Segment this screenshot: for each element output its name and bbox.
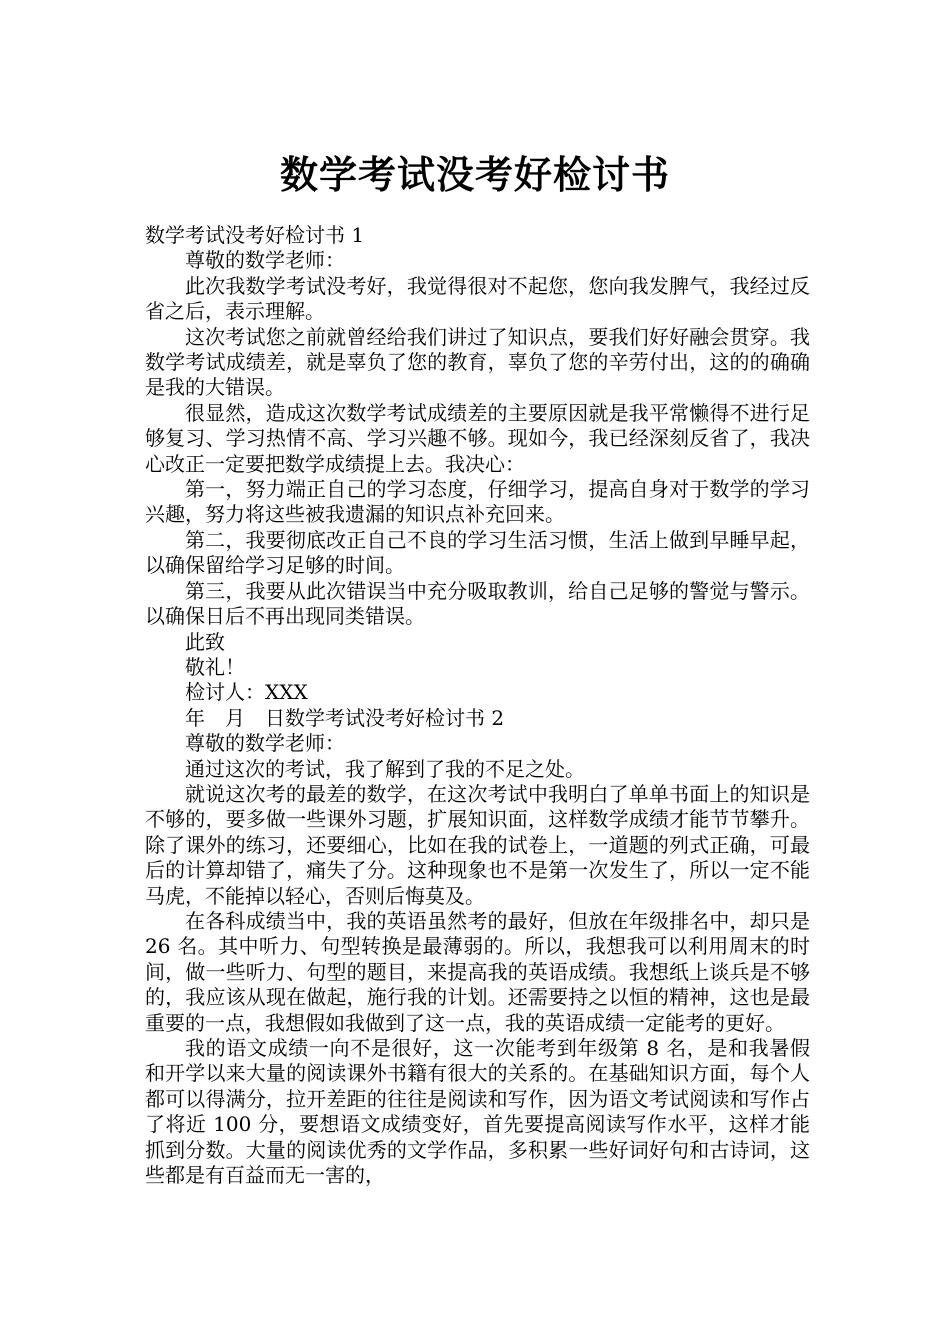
salutation: 尊敬的数学老师：: [185, 248, 345, 273]
paragraph: 我的语文成绩一向不是很好，这一次能考到年级第 8 名，是和我暑假和开学以来大量的阅读课外书籍有很大的关系的。在基础知识方面，每个人都可以得满分，拉开差距的往往是阅读和写作，因为语文考试阅读和写作占了将近 100 分，要想语文成绩变好，首先要提高阅读写作水平，这样才能抓到分数。大量的阅读优秀的文学作品，多积累一些好词好句和古诗词，这些都是有百益而无一害的，: [145, 1036, 810, 1188]
closing-line: 敬礼！: [185, 654, 245, 679]
paragraph: 在各科成绩当中，我的英语虽然考的最好，但放在年级排名中，却只是 26 名。其中听力、句型转换是最薄弱的。所以，我想我可以利用周末的时间，做一些听力、句型的题目，来提高我的英语成绩。我想纸上谈兵是不够的，我应该从现在做起，施行我的计划。还需要持之以恒的精神，这也是最重要的一点，我想假如我做到了这一点，我的英语成绩一定能考的更好。: [145, 908, 810, 1035]
salutation: 尊敬的数学老师：: [185, 731, 345, 756]
closing-line: 此致: [185, 629, 225, 654]
paragraph: 此次我数学考试没考好，我觉得很对不起您，您向我发脾气，我经过反省之后，表示理解。: [145, 273, 810, 324]
paragraph: 通过这次的考试，我了解到了我的不足之处。: [185, 756, 585, 781]
paragraph: 就说这次考的最差的数学，在这次考试中我明白了单单书面上的知识是不够的，要多做一些课外习题，扩展知识面，这样数学成绩才能节节攀升。除了课外的练习，还要细心，比如在我的试卷上，一道题的列式正确，可最后的计算却错了，痛失了分。这种现象也不是第一次发生了，所以一定不能马虎，不能掉以轻心，否则后悔莫及。: [145, 781, 810, 908]
signature-line: 检讨人：XXX: [185, 680, 308, 705]
date-and-section-heading-2: 年 月 日数学考试没考好检讨书 2: [185, 705, 505, 730]
document-body: [145, 223, 810, 1188]
paragraph: 第一，努力端正自己的学习态度，仔细学习，提高自身对于数学的学习兴趣，努力将这些被我遗漏的知识点补充回来。: [145, 477, 810, 527]
paragraph: 这次考试您之前就曾经给我们讲过了知识点，要我们好好融会贯穿。我数学考试成绩差，就是辜负了您的教育，辜负了您的辛劳付出，这的的确确是我的大错误。: [145, 324, 810, 400]
paragraph: 第二，我要彻底改正自己不良的学习生活习惯，生活上做到早睡早起，以确保留给学习足够的时间。: [145, 527, 810, 578]
section-heading-1: 数学考试没考好检讨书 1: [145, 223, 365, 247]
document-title: 数学考试没考好检讨书: [279, 153, 670, 198]
paragraph: 很显然，造成这次数学考试成绩差的主要原因就是我平常懒得不进行足够复习、学习热情不高、学习兴趣不够。现如今，我已经深刻反省了，我决心改正一定要把数学成绩提上去。我决心：: [145, 400, 810, 476]
paragraph: 第三，我要从此次错误当中充分吸取教训，给自己足够的警觉与警示。以确保日后不再出现同类错误。: [145, 578, 810, 629]
